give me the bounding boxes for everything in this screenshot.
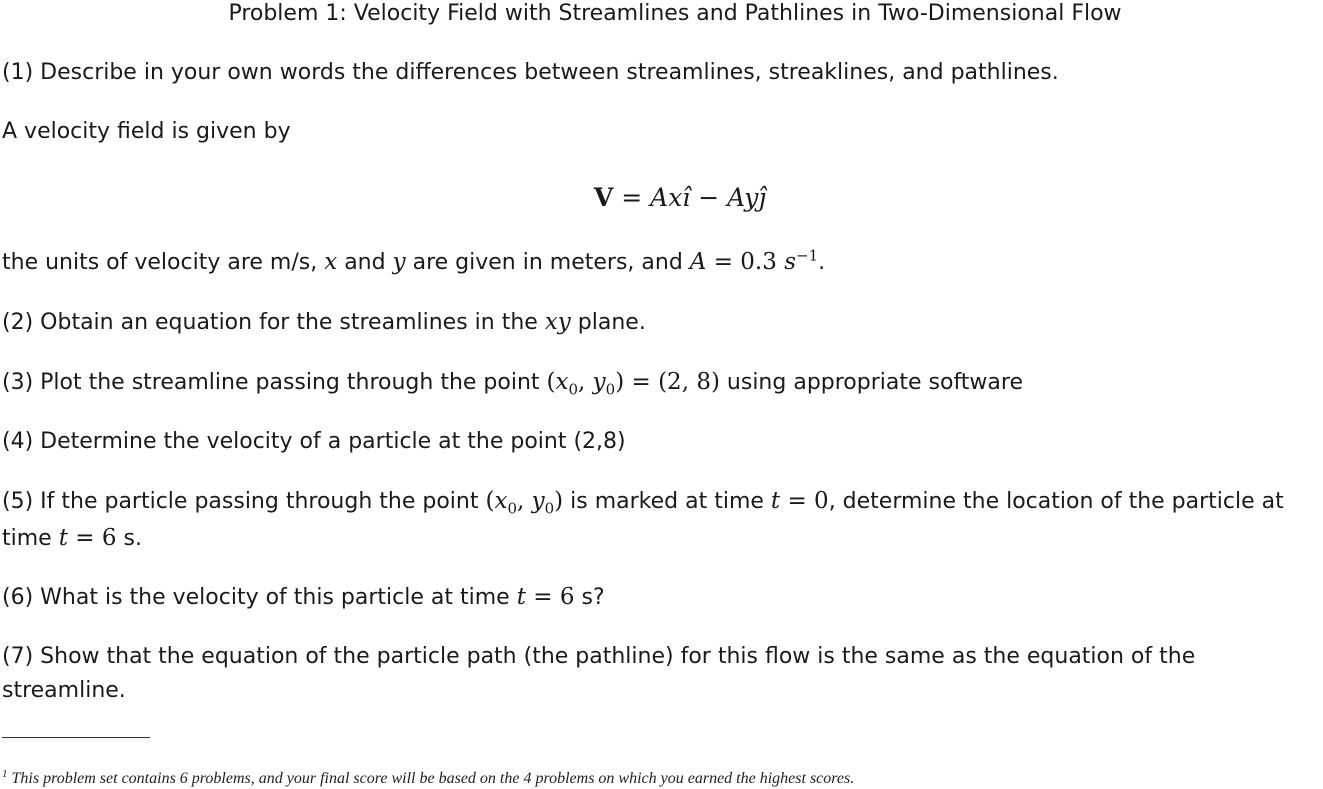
a-value: = 0.3 [706,249,785,275]
equation-minus: − [690,183,728,212]
subscript-0: 0 [507,499,517,518]
question-1: (1) Describe in your own words the differences between streamlines, streaklines, and pathlines. [2,60,1059,85]
q6-text-1: (6) What is the velocity of this particle at time [2,585,517,610]
unit-exponent: −1 [796,246,819,265]
q5-line2-text-1: time [2,526,59,551]
var-t: t [516,584,526,610]
subscript-0: 0 [544,499,555,518]
var-t: t [58,525,68,551]
var-y: y [392,249,406,275]
units-text-1: the units of velocity are m/s, [2,250,325,275]
var-y0: y [592,369,606,395]
units-text-2: and [337,250,393,275]
footnote [2,764,854,789]
subscript-0: 0 [568,380,579,399]
velocity-equation [0,178,1323,218]
q5-paren-open: ( [485,488,495,514]
question-7-line-2: streamline. [2,678,126,703]
var-y0: y [531,488,545,514]
question-6 [2,580,605,615]
var-a: A [689,249,707,275]
t-equals-6: = 6 [67,525,117,551]
q3-paren-open: ( [546,369,556,395]
q3-text-2: using appropriate software [719,370,1024,395]
question-3 [2,365,1023,400]
units-text-3: are given in meters, and [405,250,690,275]
units-end: . [818,250,826,275]
q5-paren-close: ) [554,488,564,514]
equation-equals: = [613,183,651,212]
equation-term-2: Ayĵ [727,183,767,212]
q5-text-2: is marked at time [563,489,771,514]
q3-text-1: (3) Plot the streamline passing through the point [2,370,547,395]
equation-term-1: Axî [650,183,691,212]
var-xy: xy [544,309,571,335]
question-4: (4) Determine the velocity of a particle at the point (2,8) [2,429,626,454]
footnote-mark: 1 [2,768,8,780]
var-x0: x [555,369,569,395]
q5-comma: , [516,488,532,514]
question-2 [2,305,646,340]
q5-line2-text-2: s. [116,526,142,551]
footnote-text: This problem set contains 6 problems, and your final score will be based on the 4 problems on which you earned the highest scores. [11,770,855,787]
units-statement [2,245,825,280]
question-7-line-1: (7) Show that the equation of the particle path (the pathline) for this flow is the same as the equation of the [2,644,1196,669]
t-equals-0: = 0 [780,488,829,514]
footnote-divider [2,737,150,738]
var-x: x [324,249,338,275]
q2-text-2: plane. [570,310,646,335]
q3-comma: , [578,369,593,395]
q2-text-1: (2) Obtain an equation for the streamlines in the [2,310,545,335]
q5-text-1: (5) If the particle passing through the point [2,489,486,514]
var-t: t [770,488,781,514]
equation-lhs: V [593,183,614,212]
intro-text: A velocity field is given by [2,119,291,144]
t-equals-6: = 6 [525,584,575,610]
q6-text-2: s? [574,585,605,610]
q3-point-value: ) = (2, 8) [615,369,720,395]
question-5-line-2 [2,521,142,556]
q5-text-3: , determine the location of the particle at [828,489,1284,514]
problem-title: Problem 1: Velocity Field with Streamlines and Pathlines in Two-Dimensional Flow [228,1,1122,26]
unit-s: s [784,249,797,275]
var-x0: x [494,488,508,514]
subscript-0: 0 [605,380,616,399]
question-5-line-1 [2,484,1284,519]
